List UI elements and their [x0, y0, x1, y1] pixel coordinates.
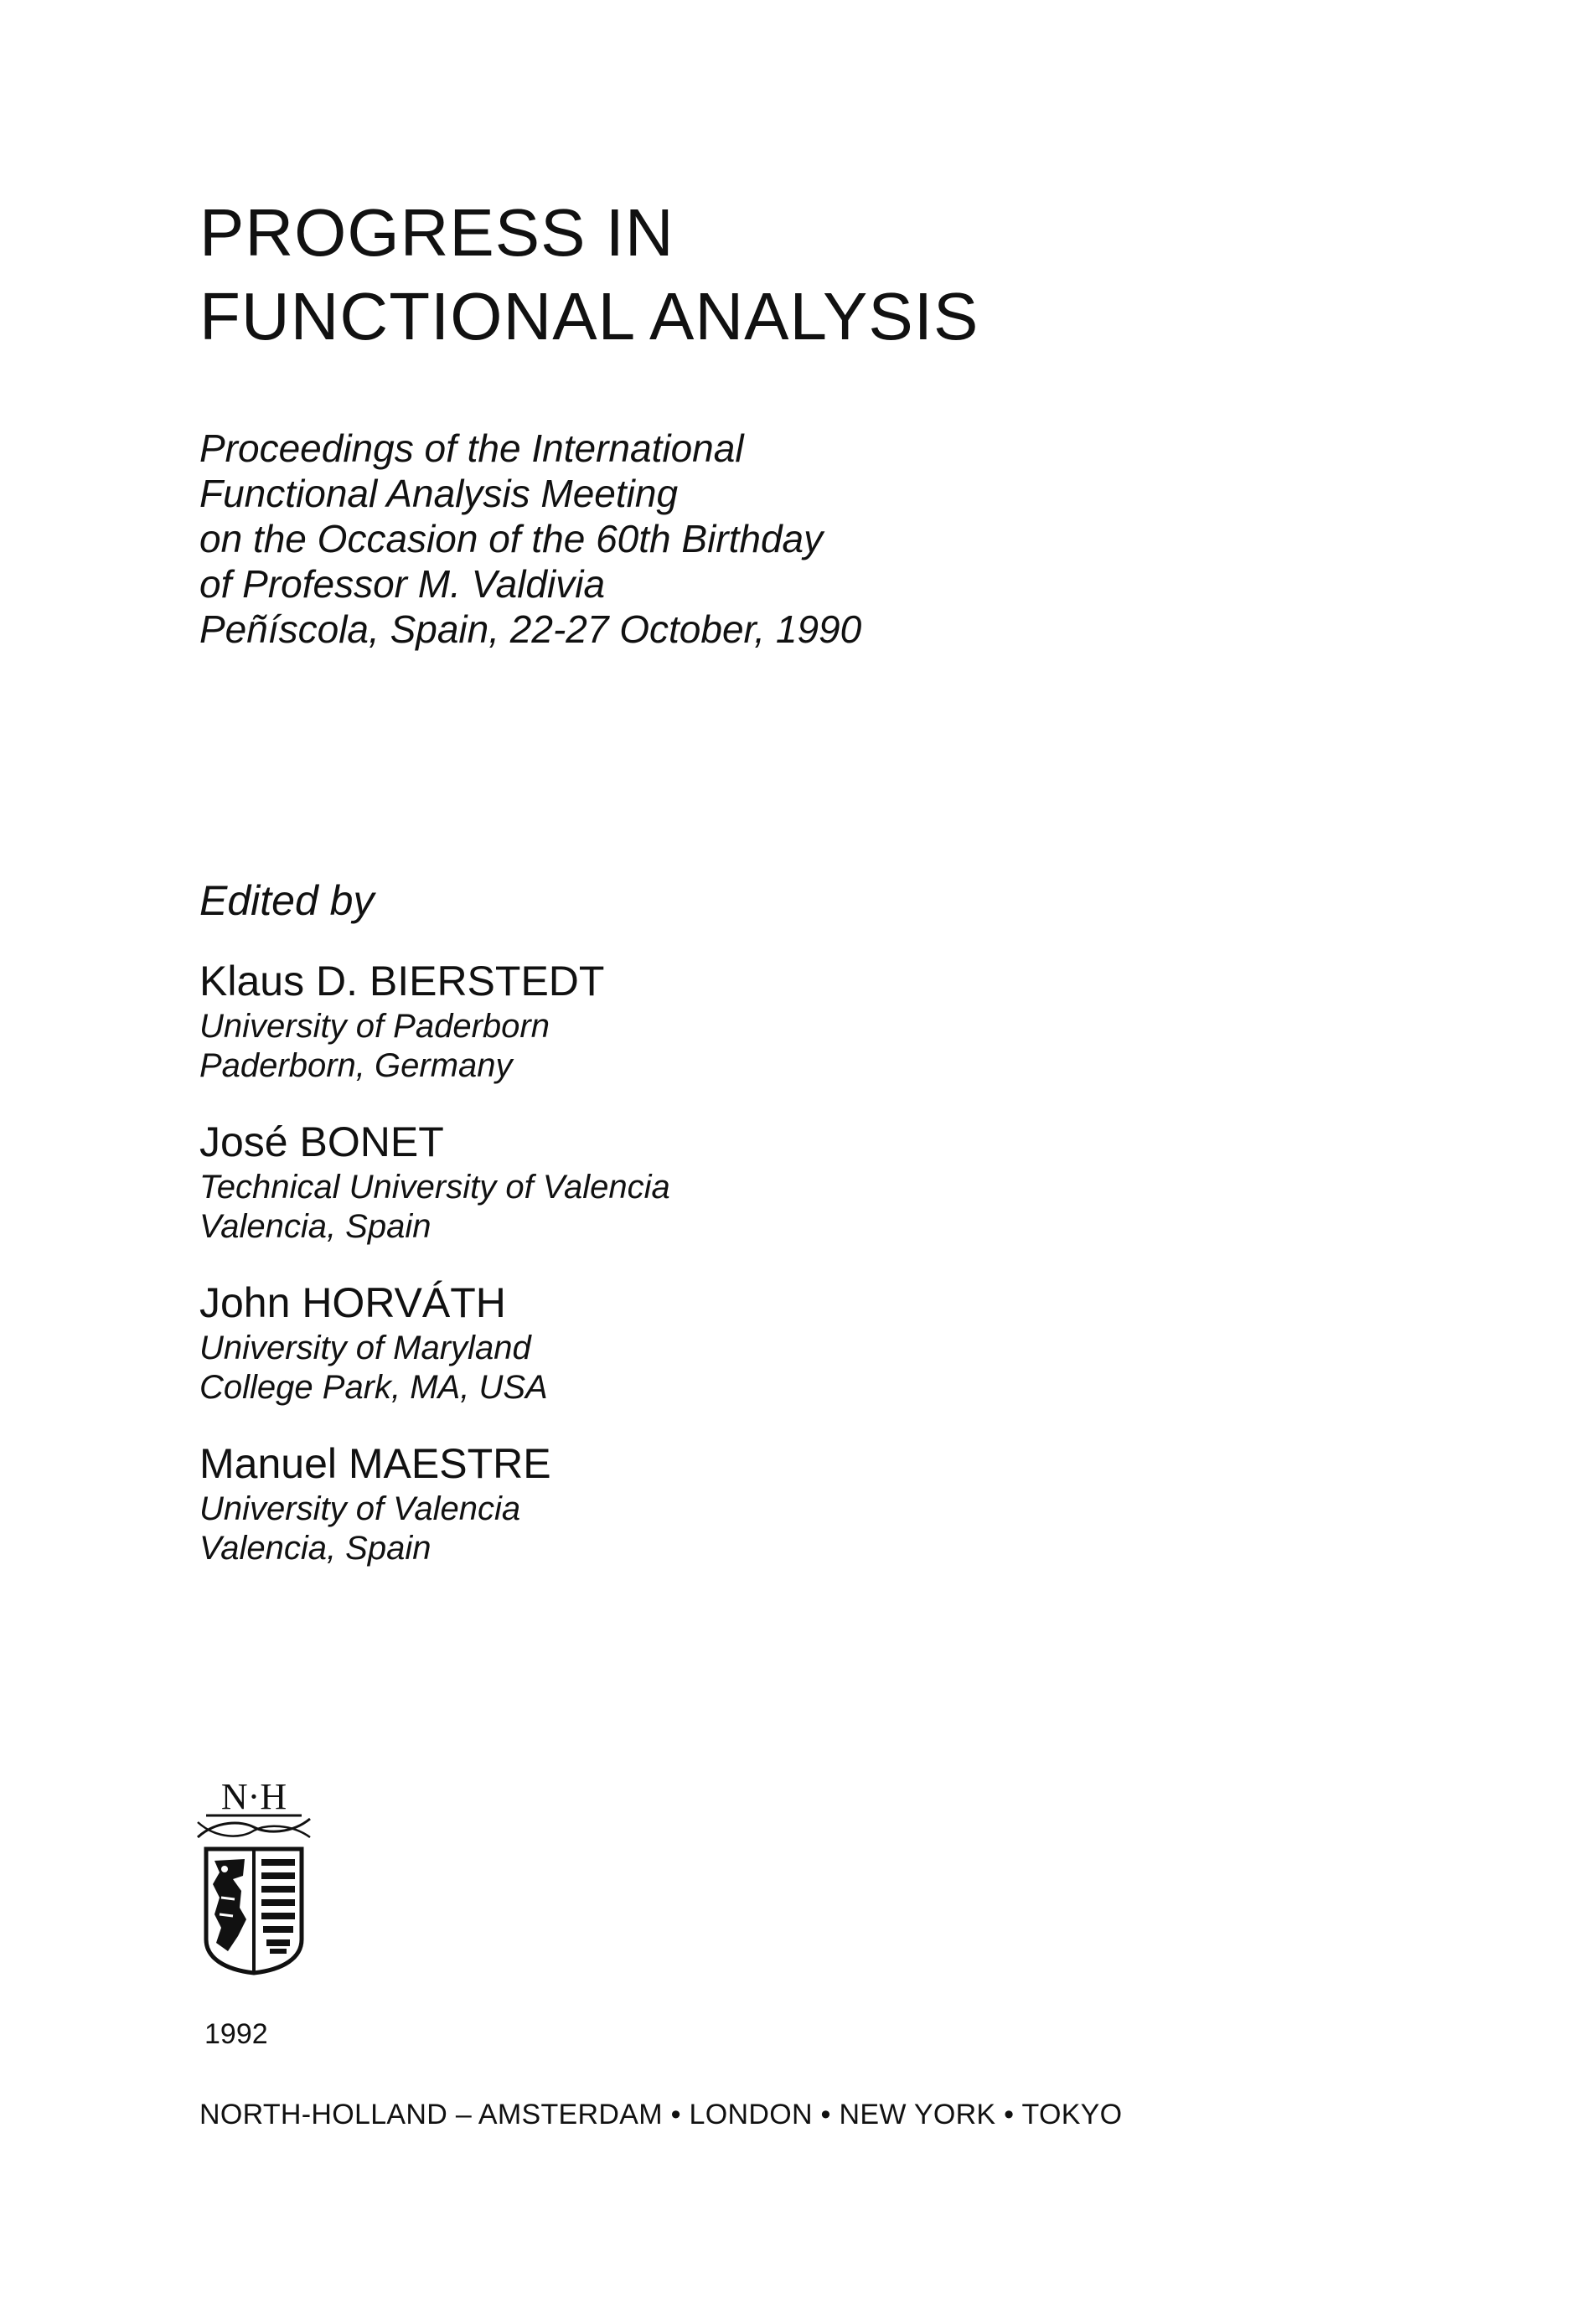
subtitle-line-4: of Professor M. Valdivia — [199, 562, 606, 606]
editor-location: Paderborn, Germany — [199, 1047, 513, 1084]
editor-location: Valencia, Spain — [199, 1208, 432, 1245]
book-title-line-2: FUNCTIONAL ANALYSIS — [199, 279, 979, 354]
editor-location: Valencia, Spain — [199, 1530, 432, 1567]
editor-location: College Park, MA, USA — [199, 1369, 548, 1406]
editor-affiliation: University of Paderborn — [199, 1008, 550, 1045]
subtitle-line-1: Proceedings of the International — [199, 426, 744, 470]
north-holland-logo-icon — [191, 1772, 317, 1981]
editor-entry — [199, 1438, 551, 1568]
subtitle-line-2: Functional Analysis Meeting — [199, 472, 679, 515]
editor-entry — [199, 1277, 548, 1407]
editor-entry — [199, 955, 604, 1086]
editor-name: Klaus D. BIERSTEDT — [199, 958, 605, 1004]
publication-year: 1992 — [204, 2018, 268, 2050]
publisher-line: NORTH-HOLLAND – AMSTERDAM • LONDON • NEW YORK • TOKYO — [199, 2099, 1123, 2130]
subtitle-line-5: Peñíscola, Spain, 22-27 October, 1990 — [199, 607, 862, 651]
editor-affiliation: Technical University of Valencia — [199, 1169, 670, 1206]
editor-entry — [199, 1116, 670, 1247]
proceedings-subtitle — [199, 426, 861, 652]
editor-affiliation: University of Maryland — [199, 1330, 531, 1366]
svg-text:N·H: N·H — [220, 1776, 287, 1817]
subtitle-line-3: on the Occasion of the 60th Birthday — [199, 517, 824, 560]
editor-affiliation: University of Valencia — [199, 1490, 521, 1527]
edited-by-label: Edited by — [199, 877, 375, 924]
book-title — [199, 191, 979, 359]
editor-name: José BONET — [199, 1118, 444, 1165]
editor-name: John HORVÁTH — [199, 1279, 506, 1326]
editor-name: Manuel MAESTRE — [199, 1440, 551, 1487]
book-title-line-1: PROGRESS IN — [199, 195, 674, 270]
